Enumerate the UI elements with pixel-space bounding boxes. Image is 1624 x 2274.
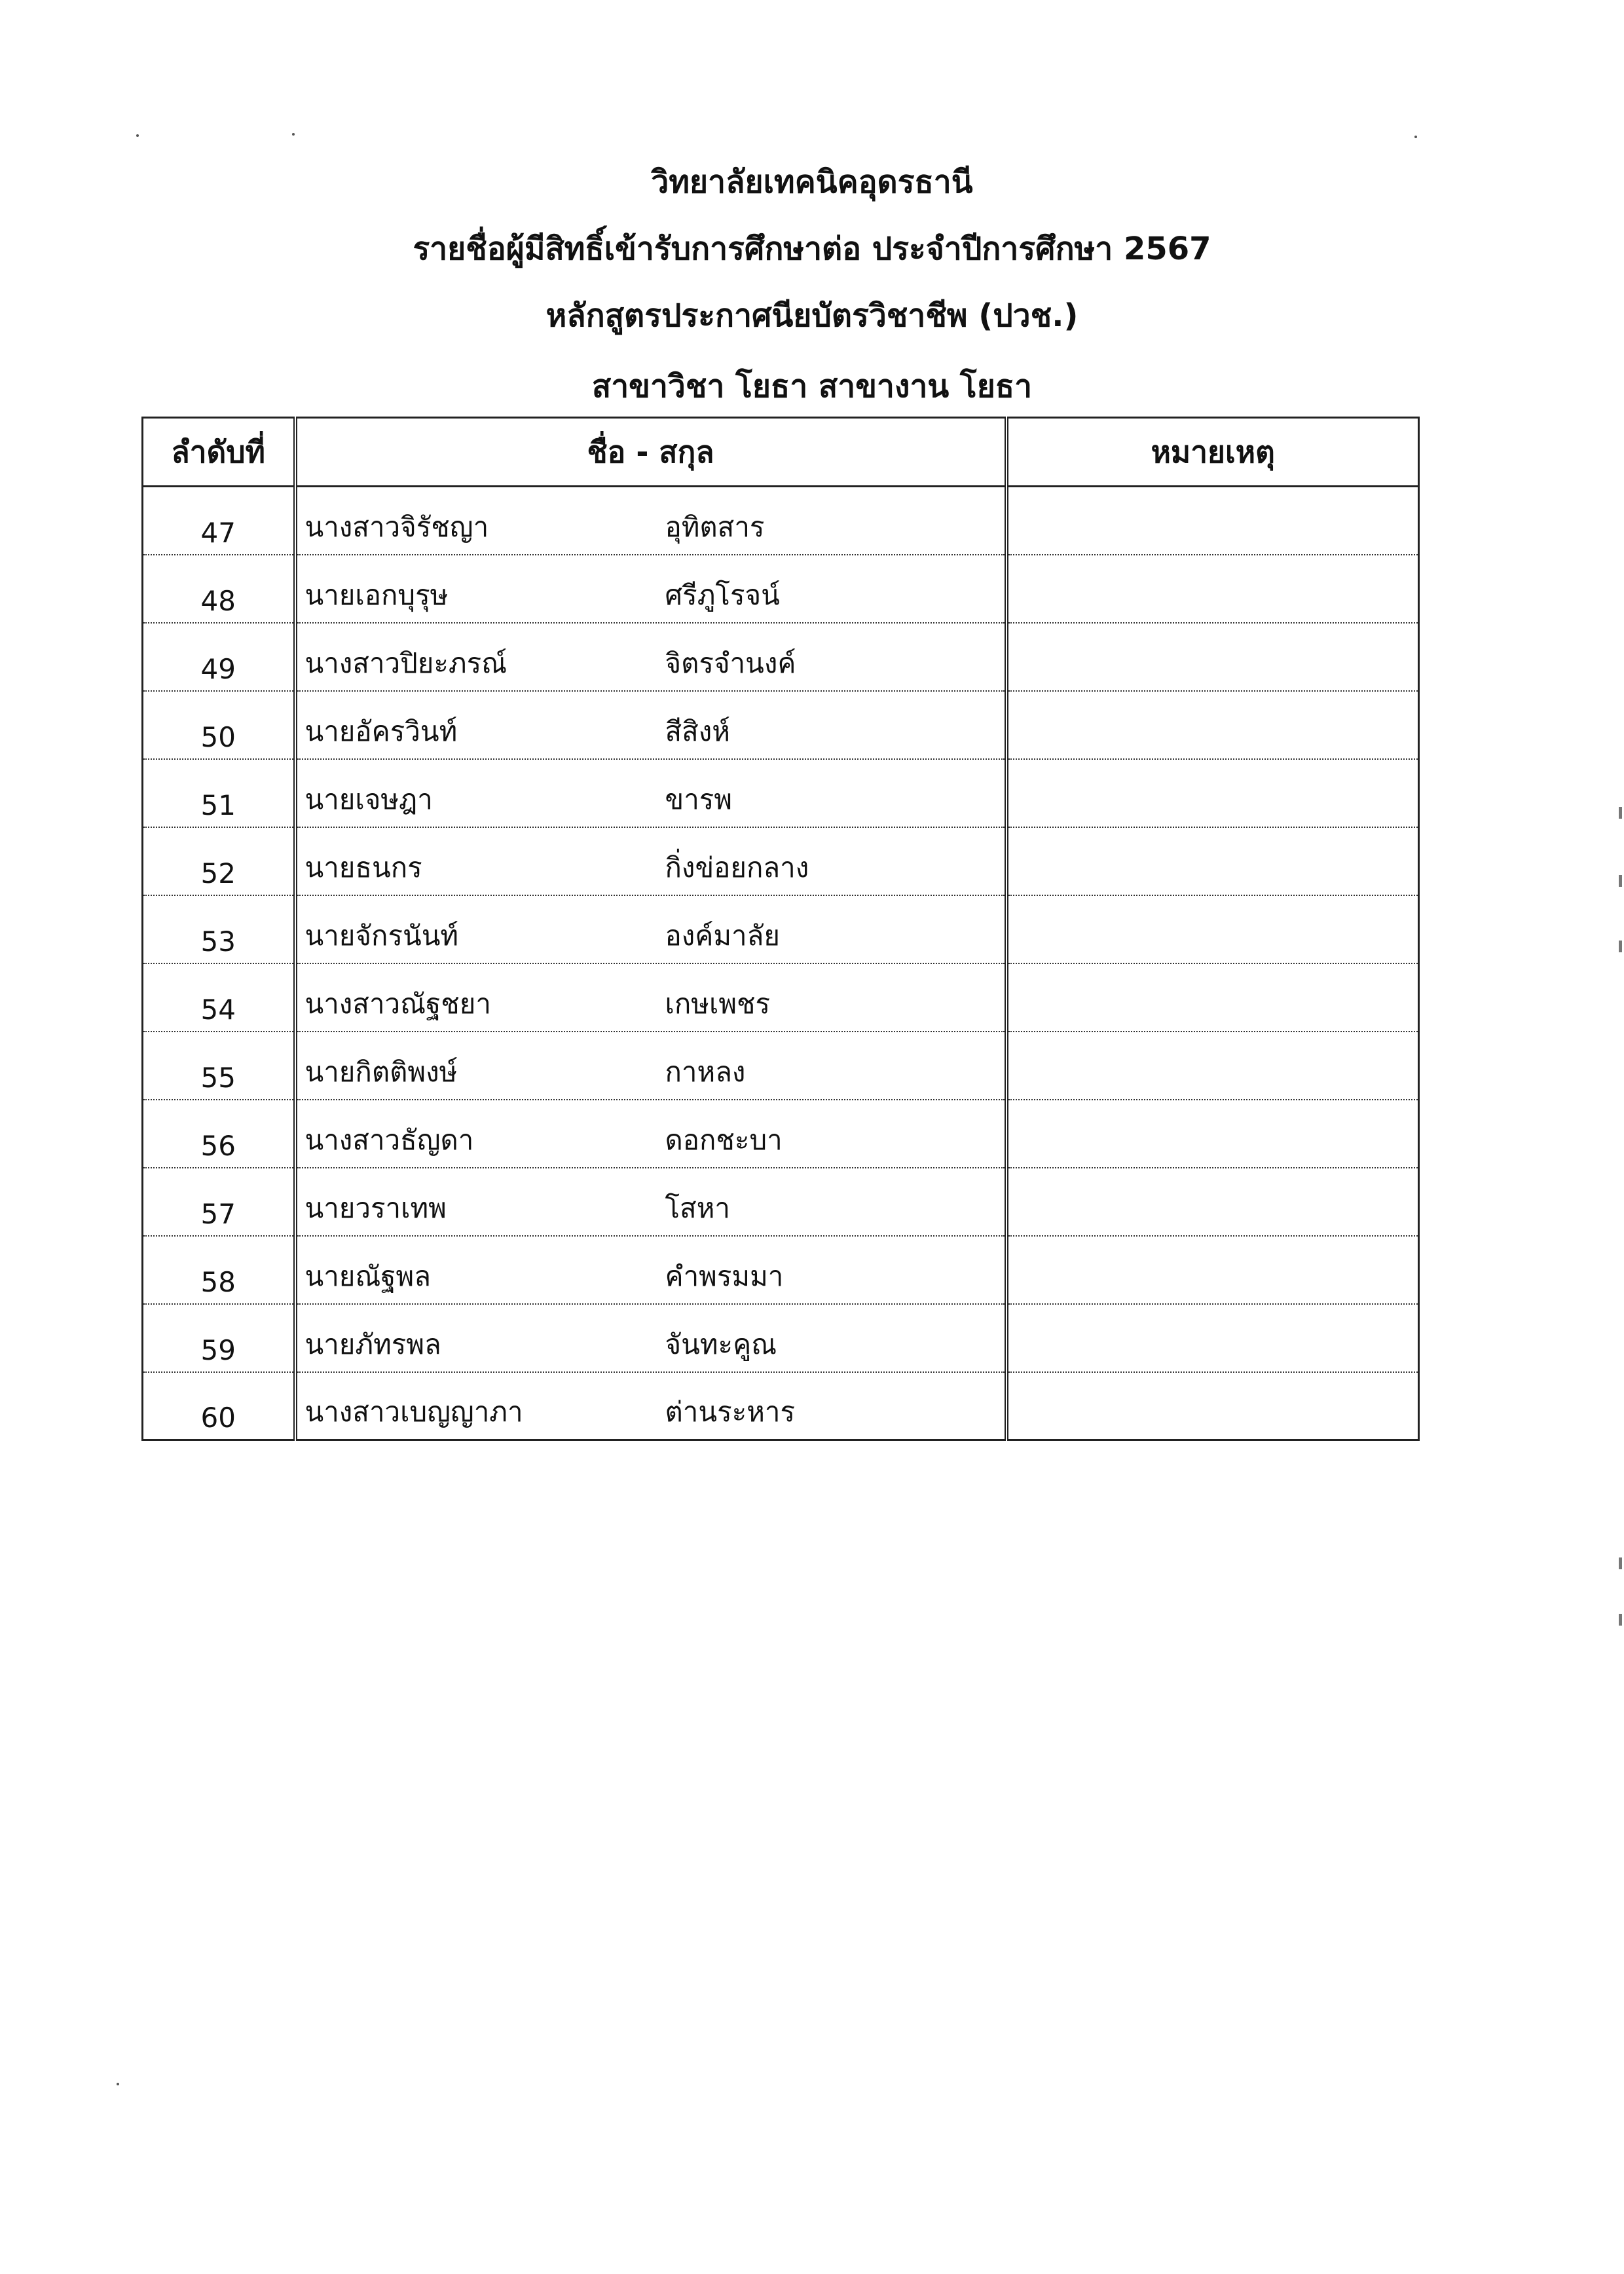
table-row <box>143 827 1419 895</box>
last-name: เกษเพชร <box>665 987 771 1020</box>
announcement-title: รายชื่อผู้มีสิทธิ์เข้ารับการศึกษาต่อ ประจำปีการศึกษา 2567 <box>413 231 1211 267</box>
college-name: วิทยาลัยเทคนิคอุดรธานี <box>651 164 973 200</box>
field-title: สาขาวิชา โยธา สาขางาน โยธา <box>591 368 1033 405</box>
last-name: ขารพ <box>665 783 733 815</box>
order-number: 53 <box>143 895 295 963</box>
student-name <box>295 759 1006 827</box>
note-cell <box>1006 1236 1419 1304</box>
table-row <box>143 759 1419 827</box>
last-name: ต่านระหาร <box>665 1396 796 1428</box>
table-row <box>143 555 1419 623</box>
student-name <box>295 623 1006 691</box>
student-name <box>295 1032 1006 1100</box>
last-name: กาหลง <box>665 1055 746 1088</box>
table-row <box>143 1304 1419 1372</box>
first-name: นางสาวปิยะภรณ์ <box>304 646 507 679</box>
table-row <box>143 691 1419 759</box>
table-row <box>143 487 1419 555</box>
scan-margin-mark <box>1619 1614 1622 1626</box>
student-name <box>295 487 1006 555</box>
order-number: 48 <box>143 555 295 623</box>
note-cell <box>1006 555 1419 623</box>
note-cell <box>1006 691 1419 759</box>
student-name <box>295 1304 1006 1372</box>
order-number: 59 <box>143 1304 295 1372</box>
last-name: กิ่งข่อยกลาง <box>665 851 809 884</box>
order-number: 58 <box>143 1236 295 1304</box>
first-name: นางสาวเบญญาภา <box>304 1396 523 1428</box>
last-name: อุทิตสาร <box>665 510 765 543</box>
scan-margin-mark <box>1619 807 1622 819</box>
first-name: นางสาวจิรัชญา <box>304 510 489 543</box>
column-header-order: ลำดับที่ <box>143 418 295 487</box>
note-cell <box>1006 1304 1419 1372</box>
scan-speck <box>292 133 295 136</box>
first-name: นายวราเทพ <box>304 1191 447 1224</box>
scan-margin-mark <box>1619 941 1622 952</box>
order-number: 54 <box>143 963 295 1032</box>
order-number: 50 <box>143 691 295 759</box>
last-name: โสหา <box>665 1191 730 1224</box>
note-cell <box>1006 1372 1419 1440</box>
order-number: 60 <box>143 1372 295 1440</box>
first-name: นางสาวณัฐชยา <box>304 987 491 1020</box>
first-name: นายจักรนันท์ <box>304 919 459 952</box>
student-name <box>295 1168 1006 1236</box>
table-row <box>143 1032 1419 1100</box>
last-name: คำพรมมา <box>665 1259 784 1292</box>
note-cell <box>1006 623 1419 691</box>
student-name <box>295 555 1006 623</box>
order-number: 55 <box>143 1032 295 1100</box>
column-header-note: หมายเหตุ <box>1006 418 1419 487</box>
first-name: นายเอกบุรุษ <box>304 578 449 611</box>
first-name: นายกิตติพงษ์ <box>304 1055 458 1088</box>
program-title: หลักสูตรประกาศนียบัตรวิชาชีพ (ปวช.) <box>545 297 1079 334</box>
first-name: นายอัครวินท์ <box>304 715 458 747</box>
last-name: ศรีภูโรจน์ <box>665 578 780 611</box>
student-list-table <box>141 417 1420 1441</box>
last-name: ดอกชะบา <box>665 1123 783 1156</box>
order-number: 57 <box>143 1168 295 1236</box>
student-name <box>295 691 1006 759</box>
table-row <box>143 1372 1419 1440</box>
first-name: นายธนกร <box>304 851 422 884</box>
scan-speck <box>136 134 139 137</box>
student-name <box>295 895 1006 963</box>
note-cell <box>1006 1168 1419 1236</box>
table-row <box>143 1100 1419 1168</box>
order-number: 56 <box>143 1100 295 1168</box>
first-name: นายณัฐพล <box>304 1259 431 1292</box>
order-number: 49 <box>143 623 295 691</box>
note-cell <box>1006 827 1419 895</box>
order-number: 47 <box>143 487 295 555</box>
table-row <box>143 963 1419 1032</box>
scan-speck <box>117 2083 119 2085</box>
note-cell <box>1006 487 1419 555</box>
table-row <box>143 1168 1419 1236</box>
student-name <box>295 1236 1006 1304</box>
table-header-row <box>143 418 1419 487</box>
table-row <box>143 623 1419 691</box>
note-cell <box>1006 1032 1419 1100</box>
first-name: นางสาวธัญดา <box>304 1123 474 1156</box>
order-number: 51 <box>143 759 295 827</box>
note-cell <box>1006 963 1419 1032</box>
note-cell <box>1006 1100 1419 1168</box>
last-name: องค์มาลัย <box>665 919 780 952</box>
student-name <box>295 1100 1006 1168</box>
table-row <box>143 895 1419 963</box>
scan-margin-mark <box>1619 875 1622 887</box>
last-name: จันทะคูณ <box>665 1328 777 1360</box>
student-name <box>295 827 1006 895</box>
student-name <box>295 963 1006 1032</box>
last-name: จิตรจำนงค์ <box>665 646 796 679</box>
column-header-name: ชื่อ - สกุล <box>295 418 1006 487</box>
note-cell <box>1006 759 1419 827</box>
first-name: นายภัทรพล <box>304 1328 441 1360</box>
scan-speck <box>1414 136 1417 138</box>
last-name: สีสิงห์ <box>665 715 730 747</box>
student-name <box>295 1372 1006 1440</box>
order-number: 52 <box>143 827 295 895</box>
table-row <box>143 1236 1419 1304</box>
scan-margin-mark <box>1619 1557 1622 1569</box>
first-name: นายเจษฎา <box>304 783 433 815</box>
note-cell <box>1006 895 1419 963</box>
